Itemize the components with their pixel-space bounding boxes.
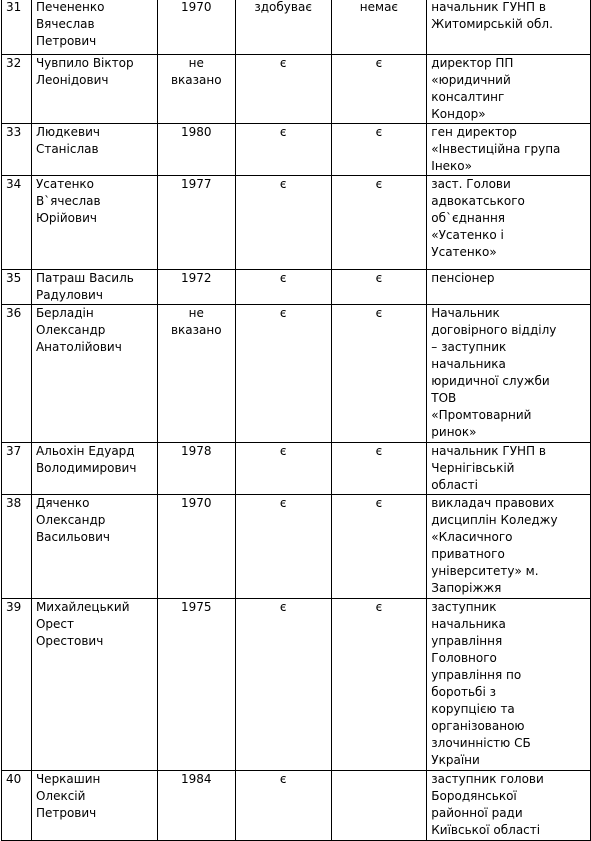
education-status: є xyxy=(235,270,331,305)
education-status: здобуває xyxy=(235,0,331,55)
table-row xyxy=(2,305,591,443)
row-number: 33 xyxy=(2,124,32,176)
table-row xyxy=(2,124,591,176)
candidate-name: Черкашин Олексій Петрович xyxy=(31,771,157,841)
table-row xyxy=(2,495,591,599)
birth-year: 1984 xyxy=(157,771,235,841)
current-position: ген директор «Інвестиційна група Інеко» xyxy=(427,124,591,176)
candidate-name: Чувпило Віктор Леонідович xyxy=(31,55,157,124)
current-position: заступник голови Бородянської районної ради Київської області xyxy=(427,771,591,841)
table-row xyxy=(2,0,591,55)
birth-year: 1972 xyxy=(157,270,235,305)
candidate-name: Патраш Василь Радулович xyxy=(31,270,157,305)
row-number: 38 xyxy=(2,495,32,599)
table-row xyxy=(2,55,591,124)
table-row xyxy=(2,599,591,771)
current-position: начальник ГУНП в Чернігівській області xyxy=(427,443,591,495)
recommendation-status: є xyxy=(331,443,427,495)
table-row xyxy=(2,771,591,841)
education-status: є xyxy=(235,124,331,176)
birth-year: 1978 xyxy=(157,443,235,495)
current-position: викладач правових дисциплін Коледжу «Класичного приватного університету» м. Запоріжжя xyxy=(427,495,591,599)
recommendation-status: є xyxy=(331,305,427,443)
recommendation-status: є xyxy=(331,176,427,270)
recommendation-status: є xyxy=(331,124,427,176)
candidate-name: Михайлецький Орест Орестович xyxy=(31,599,157,771)
current-position: Начальник договірного відділу – заступник начальника юридичної служби ТОВ «Промтоварний ринок» xyxy=(427,305,591,443)
current-position: заст. Голови адвокатського об`єднання «Усатенко і Усатенко» xyxy=(427,176,591,270)
education-status: є xyxy=(235,771,331,841)
education-status: є xyxy=(235,55,331,124)
education-status: є xyxy=(235,599,331,771)
birth-year: не вказано xyxy=(157,55,235,124)
row-number: 32 xyxy=(2,55,32,124)
current-position: пенсіонер xyxy=(427,270,591,305)
current-position: начальник ГУНП в Житомирській обл. xyxy=(427,0,591,55)
birth-year: 1970 xyxy=(157,0,235,55)
birth-year: 1977 xyxy=(157,176,235,270)
education-status: є xyxy=(235,443,331,495)
candidate-name: Печененко Вячеслав Петрович xyxy=(31,0,157,55)
birth-year: 1970 xyxy=(157,495,235,599)
birth-year: 1980 xyxy=(157,124,235,176)
row-number: 35 xyxy=(2,270,32,305)
current-position: директор ПП «юридичний консалтинг Кондор» xyxy=(427,55,591,124)
recommendation-status: є xyxy=(331,599,427,771)
table-row xyxy=(2,176,591,270)
candidates-table xyxy=(1,0,591,841)
row-number: 34 xyxy=(2,176,32,270)
row-number: 39 xyxy=(2,599,32,771)
candidate-name: Дяченко Олександр Васильович xyxy=(31,495,157,599)
recommendation-status: є xyxy=(331,55,427,124)
row-number: 40 xyxy=(2,771,32,841)
row-number: 36 xyxy=(2,305,32,443)
education-status: є xyxy=(235,495,331,599)
row-number: 31 xyxy=(2,0,32,55)
table-row xyxy=(2,443,591,495)
current-position: заступник начальника управління Головного управління по боротьбі з корупцією та організованою злочинністю СБ України xyxy=(427,599,591,771)
recommendation-status xyxy=(331,771,427,841)
recommendation-status: немає xyxy=(331,0,427,55)
table-row xyxy=(2,270,591,305)
candidate-name: Альохін Едуард Володимирович xyxy=(31,443,157,495)
candidate-name: Людкевич Станіслав xyxy=(31,124,157,176)
education-status: є xyxy=(235,176,331,270)
birth-year: 1975 xyxy=(157,599,235,771)
candidate-name: Берладін Олександр Анатолійович xyxy=(31,305,157,443)
education-status: є xyxy=(235,305,331,443)
recommendation-status: є xyxy=(331,495,427,599)
candidate-name: Усатенко В`ячеслав Юрійович xyxy=(31,176,157,270)
row-number: 37 xyxy=(2,443,32,495)
recommendation-status: є xyxy=(331,270,427,305)
birth-year: не вказано xyxy=(157,305,235,443)
